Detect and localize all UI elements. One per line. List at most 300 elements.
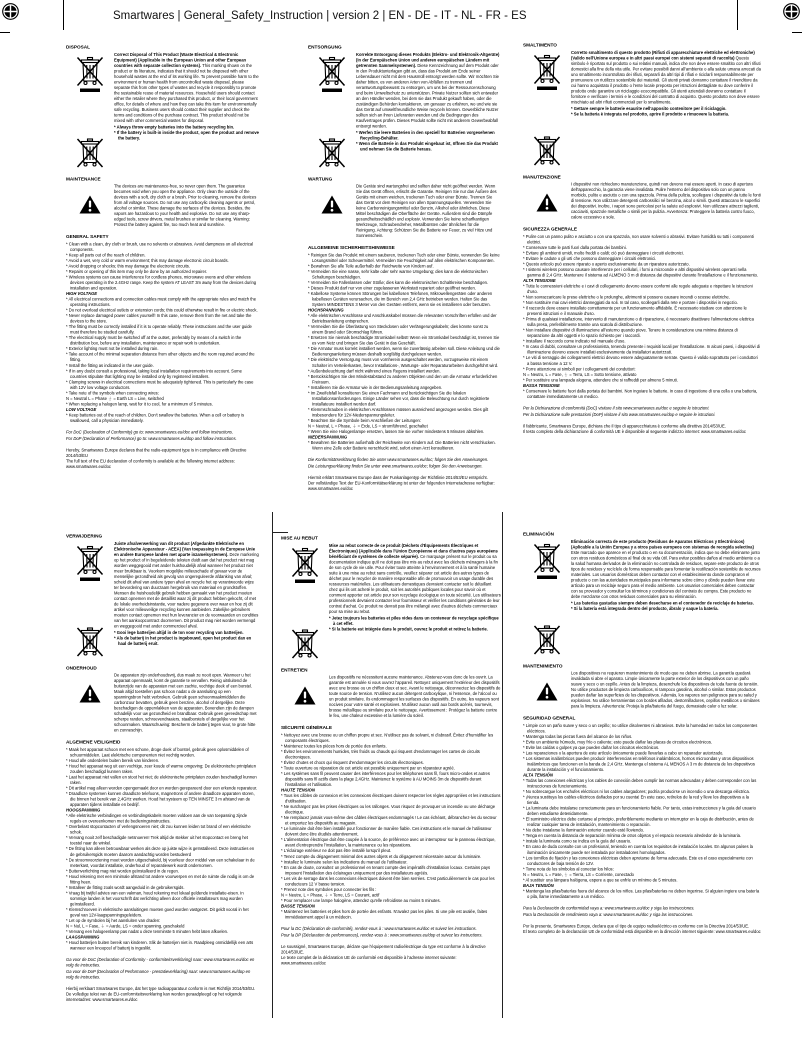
safety-item: * Questo articolo può essere riparato o aperto esclusivamente da un riparatore autorizzato.: [523, 261, 690, 267]
declaration-link-line: Ga voor de DoC (Declaration of Conformity - conformiteitsverklaring) naar: www.smartwares.eu/doc en volg de instructies.: [66, 957, 255, 968]
high-voltage-item: * Houd rekening met een minimale afstand tot andere voorwerpen en met de ruimte die nodig is om de fitting heen.: [66, 873, 255, 885]
high-voltage-item: * Prenez note des symboles pour connecter les fils :: [281, 886, 377, 892]
panel-content: [523, 42, 761, 434]
high-voltage-item: * Non sostituire mai cavi elettrici danneggiati da soli. In tal caso, scollegarli dalla rete e portare i dispositivi in negozio.: [523, 300, 738, 306]
disposal-text: [571, 539, 761, 612]
disposal-block: [523, 539, 761, 657]
high-voltage-item: * Vermeiden Sie die Überlastung von Steckdosen oder Verlängerungskabeln; dies könnte sonst zu einem Brand oder Stromschlag führen.: [308, 324, 489, 335]
disposal-paragraph: [114, 52, 259, 124]
battery-instruction: * Als de batterij in het product is ingebouwd, open het product dan en haal de batterij eruit.: [114, 635, 252, 647]
disposal-icons: [308, 52, 356, 170]
compliance-line: Der vollständige Text der EU-Konformitätserklärung ist unter der folgenden Internetadresse verfügbar: www.smartwares.eu/doc: [308, 480, 495, 492]
safety-item: * Evitare gli ambienti umidi, molto freddi o caldi; ciò può danneggiare i circuiti elettronici.: [523, 250, 684, 256]
battery-instructions: [114, 124, 259, 141]
safety-item: * Avoid a wet, very cold or warm environment; this may damage electronic circuit boards.: [66, 257, 229, 263]
declaration-link-line: Per la Dichiarazione sulle prestazioni (DoP) visitare il sito www.smartwares.eu/dop e seguire le istruzioni.: [523, 411, 716, 417]
high-voltage-item: * La luminaria debe instalarse correctamente para un funcionamiento fiable. Por tanto, estas instrucciones y la guía del usuario deben estudiarse detenidamente.: [523, 805, 756, 817]
low-voltage-heading: LOW VOLTAGE: [66, 406, 97, 412]
high-voltage-list: [523, 778, 761, 883]
maintenance-text: [114, 673, 259, 734]
high-voltage-item: * Do not overload electrical outlets or extension cords; this could otherwise result in fire or electric shock.: [66, 307, 258, 313]
maintenance-text: [114, 184, 259, 228]
high-voltage-item: * Klemmschrauben in elektrischen Anschlüssen müssen ausreichend angezogen werden. Dies gilt insbesondere für 12V-Niederspannungsleiter.: [308, 406, 489, 418]
doc-dop-lines: [308, 457, 500, 469]
disposal-icons: [66, 52, 114, 170]
high-voltage-item: * Vraag bij twijfel advies van een vakman, houd rekening met lokaal geldende installatie-eisen. In sommige landen is het voorschrift dat verlichting alleen door officiële installateurs mag worden geïnstalleerd.: [66, 890, 244, 907]
compliance-line: Hereby, Smartwares Europe declares that the radio-equipment type is in compliance with Directive 2014/53/EU: [66, 447, 247, 458]
disposal-text: [571, 50, 761, 117]
high-voltage-item: * En cas de doute, consultez un professionnel en tenant compte des impératifs d'installation locaux. Certains pays imposent l'installation des éclairages uniquement par des installateurs agréés.: [281, 864, 491, 876]
high-voltage-item: * Außenbeleuchtung darf nicht während eines Regens installiert werden.: [308, 368, 441, 374]
high-voltage-item: * Installieren Sie die Armatur wie in der Bedienungsanleitung angegeben.: [308, 384, 443, 390]
high-voltage-item: * Install the fitting as indicated in the user guide.: [66, 362, 154, 368]
safety-item: * Évitez les environnements humides, très froids ou chauds qui risquent d'endommager les cartes de circuits électroniques.: [281, 748, 480, 760]
panel-content: [66, 533, 259, 1003]
weee-bin-bar-icon: [533, 543, 561, 583]
registration-mark-icon: [783, 3, 800, 20]
disposal-text: [114, 541, 259, 647]
safety-item: * Las reparaciones o la apertura de este artículo únicamente puede llevarlas a cabo un reparador autorizado.: [523, 750, 724, 756]
safety-item: * Kabellose Systeme können Störungen bei kabellosen Telefonen, Mikrowellengeräten oder anderen kabellosen Geräten verursachen, die im Bereich von 2,4 GHz betrieben werden. Halten Sie das System MINDESTENS 3 Meter von den Geräten entfernt, wenn sie es installieren oder benutzen.: [308, 291, 493, 308]
high-voltage-item: * Klemschroeven in elektrische aansluitingen moeten goed worden vastgezet. Dit geldt vooral in het geval van 12V-laagspanningsgeleiders.: [66, 906, 249, 918]
registration-mark-icon: [2, 3, 19, 20]
maintenance-block: [308, 184, 500, 239]
high-voltage-item: * Installare il raccordo come indicato nel manuale d'uso.: [523, 338, 626, 344]
disposal-text: [329, 543, 501, 632]
low-voltage-item: * Houd batterijen buiten bereik van kinderen. Slik de batterijen niet in. Raadpleeg onmiddellijk een arts wanneer een knoopcel of batterij is ingeslikt.: [66, 940, 254, 951]
high-voltage-item: * Ne surchargez pas les prises électriques ou les rallonges. Vous risquez de provoquer un incendie ou une décharge électrique.: [281, 804, 496, 815]
weee-bin-icon: [533, 135, 561, 168]
high-voltage-item: * Installeer de fitting zoals wordt aangeduid in de gebruikersgids.: [66, 884, 185, 890]
compliance-line: Il fabbricante, Smartwares Europe, dichiara che il tipo di apparecchiatura è conforme alla direttiva 2014/53/UE.: [523, 423, 726, 429]
declaration-link-line: Para la Declaración de conformidad vaya a: www.smartwares.eu/doc y siga las instrucciones.: [523, 905, 695, 911]
high-voltage-item: * L'alimentation électrique doit être coupée à la source, de préférence avec un interrupteur sur le panneau électrique, avant d'entreprendre l'installation, la maintenance ou les réparations.: [281, 837, 496, 848]
high-voltage-item: * Tome nota de los símbolos al conectar los hilos:: [523, 866, 614, 872]
battery-instructions: [571, 106, 761, 117]
disposal-lead: Corretto smaltimento di questo prodotto (Rifiuti di apparecchiature elettriche ed elettroniche) (Valido nell'Unione europea e in altri paesi europei con sistemi separati di raccolta): [571, 49, 755, 61]
battery-instruction: * Se la batteria è integrata nel prodotto, aprire il prodotto e rimuovere la batteria.: [571, 111, 730, 117]
high-voltage-item: * Il raccordo deve essere installato correttamente per un funzionamento affidabile. È necessario studiare con attenzione le presenti istruzioni e il manuale d'uso.: [523, 305, 747, 317]
high-voltage-item: * ¡Nunca sustituya los cables eléctricos dañados por su cuenta! En este caso, retírelos de la red y lleve los dispositivos a la tienda.: [523, 794, 749, 806]
general-safety-heading: SÉCURITÉ GÉNÉRALE: [281, 724, 333, 731]
high-voltage-heading: ALTA TENSIÓN: [523, 772, 553, 778]
safety-item: * Clean with a clean, dry cloth or brush, use no solvents or abrasives. Avoid dampness on all electrical components.: [66, 241, 254, 252]
high-voltage-heading: HOCHSPANNUNG: [308, 307, 344, 313]
disposal-heading: SMALTIMENTO: [523, 42, 557, 48]
high-voltage-item: * Prima di qualsiasi installazione, intervento di manutenzione o di riparazione, è necessario disattivare l'alimentazione elettrica sulla presa, preferibilmente tramite una scatola di distribuzione.: [523, 316, 754, 328]
high-voltage-item: * Al sustituir una lámpara halógena, espere a que se enfríe un mínimo de 5 minutos.: [523, 877, 678, 883]
high-voltage-item: * Let op de symbolen bij het aansluiten van draden:: [66, 917, 161, 923]
maintenance-block: [523, 182, 761, 221]
battery-instruction: * Si la batterie est intégrée dans le produit, ouvrez le produit et retirez la batterie.: [329, 626, 488, 632]
low-voltage-list: [281, 909, 501, 920]
panel-divider: [502, 512, 503, 1018]
maintenance-block: [66, 184, 259, 228]
low-voltage-heading: BAJA TENSIÓN: [523, 882, 554, 888]
high-voltage-item: * Overbelast stopcontacten of verlengsnoeren niet; dit zou kunnen leiden tot brand of een elektrische schok.: [66, 824, 251, 835]
disposal-block: [66, 52, 259, 170]
high-voltage-item: * Buitenverlichting mag niet worden geïnstalleerd in de regen.: [66, 868, 179, 874]
compliance-lines: [308, 475, 500, 492]
disposal-lead: Juiste afvalverwerking van dit product (Afgedankte Elektrische en Elektronische Apparatuur - AEEA) (Van toepassing in de Europese Unie en andere Europese landen met aparte inzamelsystemen).: [114, 540, 255, 557]
high-voltage-item: * Non sovraccaricare le prese elettriche o le prolunghe, altrimenti si possono causare incendi o scosse elettriche.: [523, 294, 730, 300]
battery-instruction: * Always throw empty batteries into the battery recycling bin.: [114, 124, 235, 130]
high-voltage-item: * Alle elektrische verbindingen en verbindingskabels moeten voldoen aan de van toepassing zijnde regels en overeenkomen met de bedieningsinstructies.: [66, 813, 248, 824]
panel-es: [523, 531, 761, 1064]
high-voltage-list: [66, 297, 259, 407]
high-voltage-item: * Per sostituire una lampada alogena, attendere che si raffreddi per almeno 5 minuti.: [523, 377, 678, 383]
warning-triangle-icon: [79, 195, 102, 217]
compliance-line: Le texte complet de la déclaration UE de conformité est disponible à l'adresse internet suivante: www.smartwares.eu/doc: [281, 955, 457, 966]
high-voltage-item: N = Neutral, L = Phase, ⏚ = Erde, LS = stromführend, geschaltet: [308, 423, 428, 429]
declaration-link-line: Per la Dichiarazione di conformità (DoC) visitare il sito www.smartwares.eu/doc e seguire le istruzioni.: [523, 405, 710, 411]
safety-item: * Conservare tutte le parti fuori dalla portata dei bambini.: [523, 244, 627, 250]
doc-dop-lines: [66, 957, 259, 980]
disposal-block: [66, 541, 259, 659]
battery-instruction: * Gooi lege batterijen altijd in de ton voor recycling van batterijen.: [114, 630, 244, 635]
high-voltage-item: * Berücksichtigen Sie den Mindestabstand zu anderen Objekten und den um die Armatur erforderlichen Freiraum.: [308, 373, 498, 385]
battery-instruction: * Wenn die Batterie in das Produkt eingebaut ist, öffnen Sie das Produkt und nehmen Sie die Batterie heraus.: [356, 141, 498, 152]
disposal-body: Este marcado que aparece en el producto o en su documentación, indica que no debe eliminarse junto con otros residuos domésticos al final de su vida útil. Para evitar posibles daños al medio ambiente o a la salud humana derivados de la eliminación no controlada de residuos, separe este producto de otros tipos de residuos y recíclelo de forma responsable para fomentar la reutilización sostenible de recursos materiales. Los usuarios domésticos deben contactar con el establecimiento donde compraron el producto o con las autoridades municipales para informarse sobre cómo y dónde pueden llevar este artículo para un reciclaje seguro para el medio ambiente. Los usuarios comerciales deben contactar con su proveedor y consultar los términos y condiciones del contrato de compra. Este producto no debe mezclarse con otros residuos comerciales para su eliminación.: [571, 549, 761, 599]
high-voltage-list: [281, 793, 501, 903]
safety-item: * Laat het apparaat niet vallen en stoot het niet; de elektronische printplaten zouden beschadigd kunnen raken.: [66, 774, 257, 786]
low-voltage-heading: NIEDERSPANNUNG: [308, 434, 348, 440]
high-voltage-item: * Beachten Sie die Symbole beim Anschließen der Leitungen:: [308, 417, 422, 423]
compliance-line: Hierbij verklaart Smartwares Europe, dat het type radioapparatuur conform is met Richtlijn 2014/53/EU.: [66, 986, 256, 992]
low-voltage-item: * Bewahren Sie Batterien außerhalb der Reichweite von Kindern auf. Die Batterien nicht verschlucken. Wenn eine Zelle oder Batterie verschluckt wird, sofort einen Arzt konsultieren.: [308, 439, 496, 451]
high-voltage-item: * The fitting must be correctly installed if it is to operate reliably. These instructions and the user guide must therefore be studied carefully.: [66, 324, 252, 335]
battery-instructions: [114, 630, 259, 647]
compliance-lines: [66, 986, 259, 1003]
maintenance-icons: [308, 184, 356, 217]
declaration-link-line: Die Konformitätserklärung finden Sie unter www.smartwares.eu/doc; folgen Sie den Anweisungen.: [308, 457, 489, 462]
low-voltage-item: * Keep batteries out of the reach of children. Don't swallow the batteries. When a cell or battery is swallowed, call a physician immediately.: [66, 412, 245, 423]
trim-mark: [737, 0, 738, 30]
high-voltage-item: * Le luminaire doit être bien installé pour fonctionner de manière fiable. Ces instructions et le manuel de l'utilisateur doivent donc être étudiés attentivement.: [281, 826, 492, 837]
declaration-link-line: Ga voor de DoP (Declaration of Performance - prestatieverklaring) naar: www.smartwares.eu/dop en volg de instructies.: [66, 969, 251, 980]
maintenance-icons: [523, 182, 571, 215]
safety-item: * Maintenez toutes les pièces hors de portée des enfants.: [281, 743, 387, 749]
high-voltage-list: [308, 313, 500, 434]
maintenance-block: [523, 671, 761, 710]
disposal-body: This marking shown on the product or its literature, indicates that it should not be disposed with other household wastes at the end of its working life. To prevent possible harm to the environment or human health from uncontrolled waste disposal, please separate this from other types of wastes and recycle it responsibly to promote the sustainable reuse of material resources. Household users should contact either the retailer where they purchased this product, or their local government office, for details of where and how they can take this item for environmentally safe recycling. Business users should contact their supplier and check the terms and conditions of the purchase contract. This product should not be mixed with other commercial wastes for disposal.: [114, 62, 259, 123]
general-safety-list: [308, 252, 500, 307]
high-voltage-item: * If in any doubt consult a professional, taking local installation requirements into account. Some countries stipulate that lighting may be installed only by registered installers.: [66, 368, 242, 379]
panel-content: [308, 44, 500, 492]
disposal-heading: MISE AU REBUT: [281, 535, 318, 541]
declaration-link-line: Pour la DP (Déclaration de performances), rendez-vous à : www.smartwares.eu/dop et suivez les instructions.: [281, 932, 483, 938]
battery-instruction: * Jetez toujours les batteries et piles vides dans un conteneur de recyclage spécifique à cet effet.: [329, 615, 499, 626]
safety-item: * Bewahren Sie alle Teile außerhalb der Reichweite von Kindern auf.: [308, 263, 434, 269]
weee-bin-icon: [533, 624, 561, 657]
compliance-line: Il testo completo della dichiarazione di conformità UE è disponibile al seguente indirizzo internet: www.smartwares.eu/doc: [523, 428, 746, 434]
high-voltage-item: N = Neutre, L = Phase, ⏚ = Terre, LS = Courant, actif: [281, 892, 380, 898]
disposal-paragraph: [356, 52, 500, 129]
high-voltage-item: * Take account of the minimal separation distance from other objects and the room required around the fitting.: [66, 351, 255, 363]
maintenance-block: [281, 675, 501, 719]
trim-mark: [792, 32, 802, 33]
panel-content: [523, 531, 761, 934]
disposal-lead: Mise au rebut correcte de ce produit (Déchets d'Équipements Électriques et Électroniques) (Applicable dans l'Union Européenne et dans d'autres pays européens bénéficiant de systèmes de collecte séparée).: [329, 542, 498, 559]
safety-item: * Dit artikel mag alleen worden opengemaakt door en worden gerepareerd door een erkende reparateur.: [66, 785, 258, 791]
high-voltage-heading: ALTA TENSIONE: [523, 278, 556, 284]
disposal-paragraph: [571, 539, 761, 600]
maintenance-heading: MAINTENANCE: [66, 175, 101, 182]
warning-triangle-icon: [321, 195, 344, 217]
safety-item: * Vermeiden Sie eine nasse, sehr kalte oder sehr warme Umgebung; dies kann die elektronischen Schaltungen beschädigen.: [308, 268, 488, 280]
high-voltage-item: * Los tornillos de fijación y las conexiones eléctricas deben apretarse de forma adecuada. Este es el caso especialmente con conductores de baja tensión de 12V.: [523, 855, 753, 866]
safety-item: * Les systèmes sans fil peuvent causer des interférences pour les téléphones sans fil, fours micro-ondes et autres dispositifs sans fil actifs dans la plage 2,4GHz. Maintenez le système à AU MOINS 3m de dispositifs durant l'installation et l'utilisation.: [281, 771, 490, 788]
high-voltage-item: * In caso di dubbi, consultare un professionista, tenendo presente i requisiti locali per l'installazione. In alcuni paesi, i dispositivi di illuminazione devono essere installati esclusivamente da installatori autorizzati.: [523, 344, 760, 355]
safety-item: * Reinigen Sie das Produkt mit einem sauberen, trockenen Tuch oder einer Bürste, verwenden Sie keine Lösungsmittel oder Scheuermittel. Vermeiden Sie Feuchtigkeit auf allen elektrischen Komponenten.: [308, 252, 500, 263]
maintenance-icons: [66, 184, 114, 217]
maintenance-heading: ONDERHOUD: [66, 664, 97, 671]
battery-instructions: [329, 615, 501, 632]
maintenance-icons: [66, 673, 114, 706]
high-voltage-item: * Vervang nooit zelf beschadigde netsnoeren! Trek altijd de stekker uit het stopcontact en breng het toestel naar de winkel.: [66, 835, 248, 846]
low-voltage-heading: BASSE TENSION: [281, 903, 315, 909]
battery-instruction: * Gettare sempre le batterie esaurite nell'apposito contenitore per il riciclaggio.: [571, 105, 727, 111]
disposal-heading: DISPOSAL: [66, 44, 90, 50]
high-voltage-item: * Ne remplacez jamais vous-même des câbles électriques endommagés ! Le cas échéant, débranchez-les du secteur et emportez les dispositifs au magasin.: [281, 815, 497, 826]
safety-item: * Repairs or opening of this item may only be done by an authorized repairer.: [66, 268, 208, 274]
high-voltage-list: [66, 813, 259, 934]
safety-item: * Evite las caídas o golpes ya que pueden dañar los circuitos electrónicos.: [523, 744, 660, 750]
disposal-icons: [523, 50, 571, 168]
high-voltage-item: * Non installare dispositivi di illuminazione all'esterno quando piove. Tenere in considerazione una minima distanza di separazione da altri oggetti e lo spazio richiesto per i raccordi.: [523, 327, 738, 339]
high-voltage-item: * L'éclairage extérieur ne doit pas être installé lorsqu'il pleut.: [281, 848, 392, 854]
trim-mark: [63, 0, 64, 30]
weee-bin-icon: [318, 137, 346, 170]
disposal-body: Ce marquage présent sur le produit ou sa documentation indique qu'il ne doit pas être mis au rebut avec les déchets ménagers à la fin de son cycle de vie utile. Pour éviter toute atteinte à l'environnement et à la santé humaine suite à une mise au rebut sans contrôle, veuillez séparer cet article des autres types de déchet pour le recycler de manière responsable afin de promouvoir un usage durable des ressources matérielles. Les utilisateurs domestiques devraient contacter soit le détaillant chez qui ils ont acheté le produit, soit les autorités publiques locales pour savoir où et comment apporter cet article pour son recyclage écologique en toute sécurité. Les utilisateurs professionnels devraient contacter leur fournisseur et vérifier les conditions générales de leur contrat d'achat. Ce produit ne devrait pas être mélangé avec d'autres déchets commerciaux pour sa mise au rebut.: [329, 553, 501, 614]
maintenance-heading: WARTUNG: [308, 175, 333, 182]
maintenance-text: [329, 675, 501, 719]
high-voltage-item: * Wenn Sie eine Halogenlampe ersetzen, lassen Sie sie vorher mindestens 5 Minuten abkühlen.: [308, 428, 485, 434]
disposal-text: [356, 52, 500, 152]
safety-item: * Nettoyez avec une brosse ou un chiffon propre et sec. N'utilisez pas de solvant, ni d'abrasif. Évitez d'humidifier les composants électriques.: [281, 732, 494, 743]
high-voltage-item: * Ersetzen Sie niemals beschädigte Stromkabel selbst! Wenn ein Stromkabel beschädigt ist, trennen Sie es vom Netz und bringen Sie das Gerät in das Geschäft.: [308, 335, 500, 346]
safety-item: * Évitez chutes et chocs qui risquent d'endommager les circuits électroniques.: [281, 759, 424, 765]
high-voltage-list: [523, 284, 761, 383]
high-voltage-item: * Im Zweifelsfall konsultieren Sie einen Fachmann und berücksichtigen Sie die lokalen Installationsanforderungen. Einige Länder sehen vor, dass die Beleuchtung nur durch registrierte Installateure installiert werden darf.: [308, 390, 490, 407]
panel-cut-tick: [273, 532, 288, 533]
battery-instructions: [356, 130, 500, 152]
battery-instruction: * If the battery is built-in inside the product, open the product and remove the battery.: [114, 129, 259, 141]
low-voltage-list: [66, 412, 259, 423]
safety-item: * Wireless systems can cause interference for cordless phones, microwave ovens and other wireless devices operating in the 2.4GHz range. Keep the system AT LEAST 3m away from the devices during installation and operation.: [66, 274, 257, 291]
high-voltage-heading: HOOGSPANNING: [66, 807, 101, 813]
high-voltage-item: * Le viti di serraggio dei collegamenti elettrici devono essere adeguatamente serrate. Questo è valido soprattutto per i conduttori a bassa tensione a 12 V.: [523, 355, 758, 366]
safety-item: * I sistemi wireless possono causare interferenze per i cellulari, i forni a microonde e altri dispositivi wireless operanti nella gamma di 2,4 GHz. Mantenere il sistema ad ALMENO 3 m di distanza dai dispositivi durante l'installazione e il funzionamento.: [523, 266, 759, 278]
weee-bin-bar-icon: [76, 545, 104, 585]
low-voltage-list: [523, 388, 761, 399]
disposal-block: [308, 52, 500, 170]
general-safety-list: [523, 234, 761, 278]
high-voltage-item: * Tutte le connessioni elettriche e i cavi di collegamento devono essere conformi alle regole adeguate e rispettare le istruzioni d'uso.: [523, 283, 753, 295]
weee-bin-icon: [291, 628, 319, 661]
warning-triangle-icon: [536, 682, 559, 704]
high-voltage-item: * The electrical supply must be switched off at the outset, preferably by means of a switch in the distribution box, before any installation, maintenance or repair work is undertaken.: [66, 335, 242, 346]
declaration-link-line: For DoC (Declaration of Conformity) go to: www.smartwares.eu/doc and follow instructions.: [66, 429, 234, 435]
disposal-lead: Eliminación correcta de este producto (Residuos de Aparatos Eléctricos y Electrónicos) (Aplicable a la Unión Europea y a otros países europeos con sistemas de recogida selectiva): [571, 538, 754, 550]
weee-bin-bar-icon: [533, 54, 561, 94]
disposal-icons: [523, 539, 571, 657]
compliance-line: The full text of the EU declaration of conformity is available at the following internet address: www.smartwares.eu/doc: [66, 458, 235, 469]
general-safety-heading: ALGEMENE VEILIGHEID: [66, 739, 121, 745]
low-voltage-list: [308, 440, 500, 451]
weee-bin-bar-icon: [318, 56, 346, 96]
maintenance-paragraph: The devices are maintenance-free, so never open them. The guarantee becomes void when you open the appliance. Only clean the outside of the devices with a soft, dry cloth or a brush. Prior to cleaning, remove the devices from all voltage sources. Do not use any carboxylic cleaning agents or petrol, alcohol or similar. These damage the surfaces of the devices. Besides, the vapors are hazardous to your health and explosive. Do not use any sharp-edged tools, screw drivers, metal brushes or similar for cleaning. Warning: Protect the battery against fire, too much heat and sunshine.: [114, 183, 257, 228]
low-voltage-heading: LAAGSPANNING: [66, 934, 100, 940]
maintenance-paragraph: Die Geräte sind wartungsfrei und sollten daher nicht geöffnet werden. Wenn Sie das Gerät öffnen, erlischt die Garantie. Reinigen Sie nur das Äußere des Geräts mit einem weichen, trockenen Tuch oder einer Bürste. Trennen Sie das Gerät vor dem Reinigen von allen Spannungsquellen. Verwenden Sie keine Carbonreinigungsmittel oder Benzin, Alkohol oder ähnliches. Diese Mittel beschädigen die Oberfläche der Geräte. Außerdem sind die Dämpfe gesundheitsschädlich und explosiv. Verwenden Sie keine scharfkantigen Werkzeuge, Schraubendreher, Metallbürsten oder ähnliches für die Reinigung. Achtung: Schützen Sie die Batterie vor Feuer, zu viel Hitze und Sonnenschein.: [356, 183, 497, 239]
high-voltage-item: * Instale la luminaria como se indica en la guía del usuario.: [523, 838, 632, 844]
maintenance-heading: MANTENIMIENTO: [523, 662, 563, 669]
high-voltage-item: * Die Armatur muss korrekt installiert werden, wenn sie zuverlässig arbeiten soll. Diese Anleitung und die Bedienungsanleitung müssen deshalb sorgfältig durchgelesen werden.: [308, 346, 500, 357]
compliance-line: Le soussigné, Smartwares Europe, déclare que l'équipement radioélectrique du type est conforme à la directive 2014/53/UE.: [281, 943, 486, 955]
warning-triangle-icon: [79, 684, 102, 706]
maintenance-icons: [523, 671, 571, 704]
panel-nl: [66, 533, 259, 1064]
maintenance-paragraph: Les dispositifs ne nécessitent aucune maintenance. Abstenez-vous donc de les ouvrir. La garantie est annulée si vous ouvrez l'appareil. Nettoyez uniquement l'extérieur des dispositifs avec une brosse ou un chiffon doux et sec. Avant le nettoyage, déconnectez les dispositifs de toute source de tension. N'utilisez aucun détergent carboxylique, ni l'essence, de l'alcool ou un produit similaire. Ils endommagent les surfaces des dispositifs. En outre, les vapeurs sont nocives pour votre santé et explosives. N'utilisez aucun outil aux bords acérés, tournevis, brosse métallique ou similaire pour le nettoyage. Avertissement : Protégez la batterie contre le feu, une chaleur excessive et la lumière du soleil.: [329, 674, 501, 719]
weee-bin-icon: [76, 626, 104, 659]
high-voltage-item: N = Neutro, L = Fase, ⏚ = Tierra, LS = Corriente, conectado: [523, 871, 634, 877]
declaration-link-line: Pour la DC (Déclaration de conformité), rendez-vous à : www.smartwares.eu/doc et suivez les instructions.: [281, 925, 477, 931]
disposal-paragraph: [571, 50, 761, 105]
low-voltage-list: [523, 888, 761, 899]
safety-item: * Toute ouverture ou réparation de cet article est possible uniquement par un réparateur agréé.: [281, 765, 455, 771]
weee-bin-bar-icon: [291, 547, 319, 587]
safety-item: * Maak het apparaat schoon met een schone, droge doek of borstel, gebruik geen oplosmiddelen of schuurmiddelen. Laat elektrische componenten niet vochtig worden.: [66, 746, 249, 758]
low-voltage-heading: BASSA TENSIONE: [523, 382, 560, 388]
high-voltage-item: * Take note of the symbols when connecting wires:: [66, 390, 159, 396]
low-voltage-item: * Maintenez les batteries et piles hors de portée des enfants. N'avalez pas les piles. Si une pile est avalée, faites immédiatement appel à un médecin.: [281, 908, 488, 920]
high-voltage-item: * Clamping screws in electrical connections must be adequately tightened. This is particularly the case with 12V low voltage conductors.: [66, 379, 254, 390]
high-voltage-heading: HAUTE TENSION: [281, 787, 315, 793]
high-voltage-item: * Tenga en cuenta la distancia de separación mínima de otros objetos y el espacio necesario alrededor de la luminaria.: [523, 833, 742, 839]
disposal-heading: ENTSORGUNG: [308, 44, 342, 50]
battery-instructions: [571, 600, 761, 611]
panel-divider: [272, 512, 273, 1018]
low-voltage-item: * Conservare le batterie fuori dalla portata dei bambini. Non ingoiare le batterie. In caso di ingestione di una cella o una batteria, contattare immediatamente un medico.: [523, 388, 758, 399]
general-safety-list: [523, 723, 761, 773]
safety-item: * Evite un ambiente húmedo, muy frío o caliente; esto puede dañar las placas de circuitos electrónicos.: [523, 739, 713, 745]
high-voltage-item: N = Neutral L = Phase ⏚ = Earth LS = Live, switched: [66, 395, 164, 401]
high-voltage-item: N = Nul, L = Fase, ⏚ = Aarde, LS = onder spanning, geschakeld: [66, 923, 185, 929]
disposal-paragraph: [114, 541, 259, 629]
high-voltage-heading: HIGH VOLTAGE: [66, 291, 97, 297]
doc-dop-lines: [523, 905, 761, 917]
compliance-lines: [281, 944, 501, 966]
document-title: Smartwares | General_Safety_Instruction | version 2 | EN - DE - IT - NL - FR - ES: [113, 10, 527, 22]
high-voltage-item: * When replacing a halogen lamp, wait for it to cool, for a minimum of 5 minutes.: [66, 401, 213, 407]
weee-bin-icon: [76, 137, 104, 170]
general-safety-list: [66, 747, 259, 808]
high-voltage-item: * De fitting kan alleen betrouwbaar werken als deze op juiste wijze is geïnstalleerd. Deze instructies en de gebruikersgids moeten daarom aandachtig worden bestudeerd: [66, 846, 255, 857]
high-voltage-item: * En caso de duda consulte con un profesional, teniendo en cuenta los requisitos de instalación locales. En algunos países la iluminación únicamente puede ser instalada por instaladores homologados.: [523, 844, 753, 855]
disposal-body: Deze markering op het product of in begeleidende teksten duidt aan dat het product niet mag worden weggegooid met ander huishoudelijk afval wanneer het product niet meer bruikbaar is. Voorkom mogelijke milieuschade of gevaar voor de menselijke gezondheid als gevolg van ongereguleerde afdanking van afval; scheid dit afval van andere typen afval en recycle het op verantwoorde wijze ter bevordering van duurzaam hergebruik van materiaal en grondstoffen. Mensen die huishoudelijk gebruik hebben gemaakt van het product moeten contact opnemen met de detaillist waar zij dit product hebben gekocht, of met de lokale overheidsinstantie, voor nadere gegevens over waar en hoe zij dit artikel voor milieuveilige recycling kunnen aanbieden. Zakelijke gebruikers moeten contact opnemen met hun leverancier en de voorwaarden en condities van het aankoopcontract doornemen. Dit product mag niet worden vermengd en weggegooid met ander commercieel afval.: [114, 551, 259, 629]
maintenance-paragraph: Los dispositivos no requieren mantenimiento de modo que no deben abrirse. La garantía quedará invalidada si abre el aparato. Limpie únicamente la parte exterior de los dispositivos con un paño suave y seco o un cepillo. Antes de la limpieza, desenchufe los dispositivos de toda fuente de tensión. No utilice productos de limpieza carboxílicos, ni tampoco gasolina, alcohol o similar. Estos productos pueden dañar las superficies de los dispositivos. Además, los vapores son peligrosos para su salud y explosivos. No utilice herramientas con bordes afilados, destornilladores, cepillos metálicos o similares para la limpieza. Advertencia: Proteja la pila/batería del fuego, demasiado calor o luz solar.: [571, 670, 760, 709]
high-voltage-item: * Installez le luminaire selon les indications du manuel de l'utilisateur.: [281, 859, 408, 865]
weee-bin-bar-icon: [76, 56, 104, 96]
disposal-heading: ELIMINACIÓN: [523, 531, 554, 537]
high-voltage-item: * No sobrecargue los enchufes eléctricos ni los cables alargadores; podría producirse un incendio o una descarga eléctrica.: [523, 789, 750, 795]
high-voltage-item: * Les vis de serrage dans les connexions électriques doivent être bien serrées. C'est particulièrement le cas pour les conducteurs 12 V basse tension.: [281, 875, 495, 887]
disposal-text: [114, 52, 259, 141]
safety-item: * Vermeiden Sie Fallenlassen oder Stöße; dies kann die elektronischen Schaltkreise beschädigen.: [308, 280, 489, 286]
panel-content: [66, 44, 259, 470]
low-voltage-item: * Mantenga las pilas/baterías fuera del alcance de los niños. Las pilas/baterías no deben ingerirse. Si alguien ingiere una batería o pila, llame inmediatamente a un médico.: [523, 888, 760, 899]
high-voltage-item: * Pour remplacer une lampe halogène, attendez qu'elle refroidisse au moins 5 minutes.: [281, 897, 441, 903]
high-voltage-item: * De stroomvoorziening moet worden uitgeschakeld, bij voorkeur door middel van een schakelaar in de meterkast, voordat installatie, onderhoud of reparatiewerk wordt ondernomen.: [66, 857, 255, 868]
low-voltage-list: [66, 940, 259, 951]
general-safety-list: [66, 241, 259, 291]
disposal-icons: [281, 543, 329, 661]
disposal-lead: Korrekte Entsorgung dieses Produkts (Elektro- und Elektronik-Altgeräte) (in der Europäischen Union und anderen europäischen Ländern mit getrennten Sammelsystemen).: [356, 51, 500, 68]
safety-item: * Avoid dropping or shocks; this may damage the electronic circuits.: [66, 263, 190, 269]
compliance-lines: [66, 447, 259, 469]
high-voltage-item: * Porre attenzione ai simboli per i collegamenti dei conduttori:: [523, 366, 636, 372]
compliance-line: Por la presente, Smartwares Europe, declara que el tipo de equipo radioeléctrico es conforme con la Directiva 2014/53/UE.: [523, 923, 750, 929]
disposal-body: Diese Kennzeichnung auf dem Produkt oder in den Produktunterlagen gibt an, dass das Produkt am Ende seiner Lebensdauer nicht mit dem Hausmüll entsorgt werden sollte. Wir möchten Sie daher bitten, es von anderen Arten von Abfällen zu trennen und verantwortungsbewusst zu entsorgen, um uns bei der Ressourcenschonung und beim Umweltschutz zu unterstützen. Private Nutzer sollten sich entweder an den Händler wenden, bei dem sie das Produkt gekauft haben, oder die zuständigen Behörden kontaktieren, um genauer zu erfahren, wo und wie sie das Gerät auf umweltfreundliche Weise recyceln können. Gewerbliche Nutzer sollten sich an ihren Lieferanten wenden und die Bedingungen des Kaufvertrages prüfen. Dieses Produkt sollte nicht mit anderem Gewerbeabfall entsorgt werden.: [356, 62, 499, 129]
disposal-icons: [66, 541, 114, 659]
panel-fr: [281, 535, 501, 1064]
high-voltage-item: * Never replace damaged power cables yourself! In this case, remove them from the net and take the devices to the store.: [66, 313, 252, 324]
maintenance-icons: [281, 675, 329, 708]
compliance-line: El texto completo de la declaración UE de conformidad está disponible en la dirección internet siguiente: www.smartwares.eu/doc: [523, 928, 761, 934]
warning-triangle-icon: [294, 686, 317, 708]
warning-triangle-icon: [536, 193, 559, 215]
high-voltage-item: * Die elektrische Versorgung muss von vornherein ausgeschaltet werden, vorzugsweise mit einem Schalter im Verteilerkasten, bevor Installations-, Wartungs- oder Reparaturarbeiten durchgeführt wird.: [308, 357, 499, 368]
high-voltage-item: * No debe instalarse la iluminación exterior cuando esté lloviendo.: [523, 827, 645, 833]
battery-instruction: * Werfen Sie leere Batterien in den speziell für Batterien vorgesehenen Recycling-Behälter.: [356, 129, 495, 141]
general-safety-list: [281, 732, 501, 787]
high-voltage-item: * Tous les câbles de connexion et les connexions électriques doivent respecter les règles appropriées et les instructions d'utilisation.: [281, 793, 501, 804]
safety-item: * Draadloze systemen kunnen draadloze telefoons, magnetrons of andere draadloze apparaten storen, die binnen het bereik van 2,4GHz werken. Houd het systeem op TEN MINSTE 3 m afstand van de apparaten tijdens installatie en bedrijf.: [66, 791, 255, 808]
compliance-lines: [523, 423, 761, 434]
disposal-paragraph: [329, 543, 501, 615]
maintenance-text: [571, 182, 761, 221]
battery-instruction: * Si la batería está integrada dentro del producto, ábralo y saque la batería.: [571, 605, 719, 611]
disposal-block: [523, 50, 761, 168]
compliance-line: Hiermit erklärt Smartwares Europe dass der Funkanlagentyp der Richtlinie 2014/53/EU entspricht.: [308, 475, 488, 481]
general-safety-heading: SEGURIDAD GENERAL: [523, 715, 576, 721]
general-safety-heading: SICUREZZA GENERALE: [523, 226, 577, 232]
safety-item: * Evitare le cadute o gli urti che possono danneggiare i circuiti elettronici.: [523, 255, 657, 261]
general-safety-heading: GENERAL SAFETY: [66, 233, 109, 240]
disposal-body: Questo simbolo è riportato sul prodotto o sui relativi manuali, indica che non deve essere smaltito con altri rifiuti domestici alla fine della vita utile. Per evitare possibili danni all'ambiente o alla salute umana arrecati da uno smaltimento incontrollato dei rifiuti, separarli da altri tipi di rifiuti e riciclarli responsabilmente per promuovere un riutilizzo sostenibile dei materiali. Gli utenti privati dovranno contattare il rivenditore da cui hanno acquistato il prodotto o l'ente locale preposto per istruzioni dettagliate su dove conferire il prodotto onde garantire un riciclaggio ecocompatibile. Gli utenti aziendali dovranno contattare il fornitore e verificare i termini e le condizioni del contratto di acquisto. Questo prodotto non deve essere mischiato ad altri rifiuti commerciali per lo smaltimento.: [571, 55, 761, 105]
maintenance-heading: MANUTENZIONE: [523, 173, 561, 180]
maintenance-heading: ENTRETIEN: [281, 666, 308, 673]
high-voltage-item: * Tenez compte du dégagement minimal des autres objets et du dégagement nécessaire autour du luminaire.: [281, 853, 482, 859]
maintenance-paragraph: De apparaten zijn onderhoudsvrij, dus maak ze nooit open. Wanneer u het apparaat openmaakt, komt de garantie te vervallen. Reinig uitsluitend de buitenzijde van de apparaten met een zachte, vochtige doek of een borstel. Maak altijd toestellen pas schoon nadat u de aansluiting op een spanningsbron hebt verbroken. Gebruik geen schoonmaakmiddelen die carbonzuur bevatten, gebruik geen benzine, alcohol of dergelijke. Deze beschadigen de oppervlakken van de apparaten. Bovendien zijn de dampen schadelijk voor uw gezondheid en brandbaar. Gebruik geen gereedschap met scherpe randen, schroevendraaiers, staalborstels of dergelijke voor het schoonmaken. Waarschuwing: Bescherm de batterij tegen vuur, te grote hitte en zonneschijn.: [114, 672, 257, 733]
disposal-heading: VERWIJDERING: [66, 533, 103, 539]
safety-item: * Mantenga todas las piezas fuera del alcance de los niños.: [523, 733, 633, 739]
high-voltage-item: * All electrical connections and connection cables must comply with the appropriate rules and match the operating instructions.: [66, 296, 257, 308]
compliance-line: De volledige tekst van de EU-conformiteitsverklaring kan worden geraadpleegd op het volgende internetadres: www.smartwares.eu/doc: [66, 991, 242, 1003]
declaration-link-line: For DoP (Declaration of Performance) go to: www.smartwares.eu/dop and follow instructions.: [66, 435, 237, 441]
maintenance-text: [356, 184, 500, 239]
disposal-lead: Correct Disposal of This Product (Waste Electrical & Electronic Equipment) (Applicable in the European Union and other European countries with separate collection systems).: [114, 51, 247, 68]
safety-item: * Dieses Produkt darf nur von einer zugelassenen Werkstatt repariert oder geöffnet werden.: [308, 285, 476, 291]
doc-dop-lines: [66, 429, 259, 441]
doc-dop-lines: [281, 926, 501, 938]
compliance-lines: [523, 923, 761, 934]
safety-item: * Limpie con un paño suave y seco o un cepillo; no utilice disolventes ni abrasivos. Evite la humedad en todos los componentes eléctricos.: [523, 722, 758, 734]
declaration-link-line: Para la Declaración de rendimiento vaya a: www.smartwares.eu/doc y siga las instrucciones.: [523, 911, 694, 917]
high-voltage-item: N = Neutro, L = Fase, ⏚ = Terra, LS = Sotto tensione, attivato: [523, 371, 637, 377]
panel-content: [281, 535, 501, 966]
high-voltage-item: * Alle elektrischen Anschlüsse und Anschlusskabel müssen die relevanten Vorschriften erfüllen und der Betriebsanleitung entsprechen.: [308, 313, 497, 324]
